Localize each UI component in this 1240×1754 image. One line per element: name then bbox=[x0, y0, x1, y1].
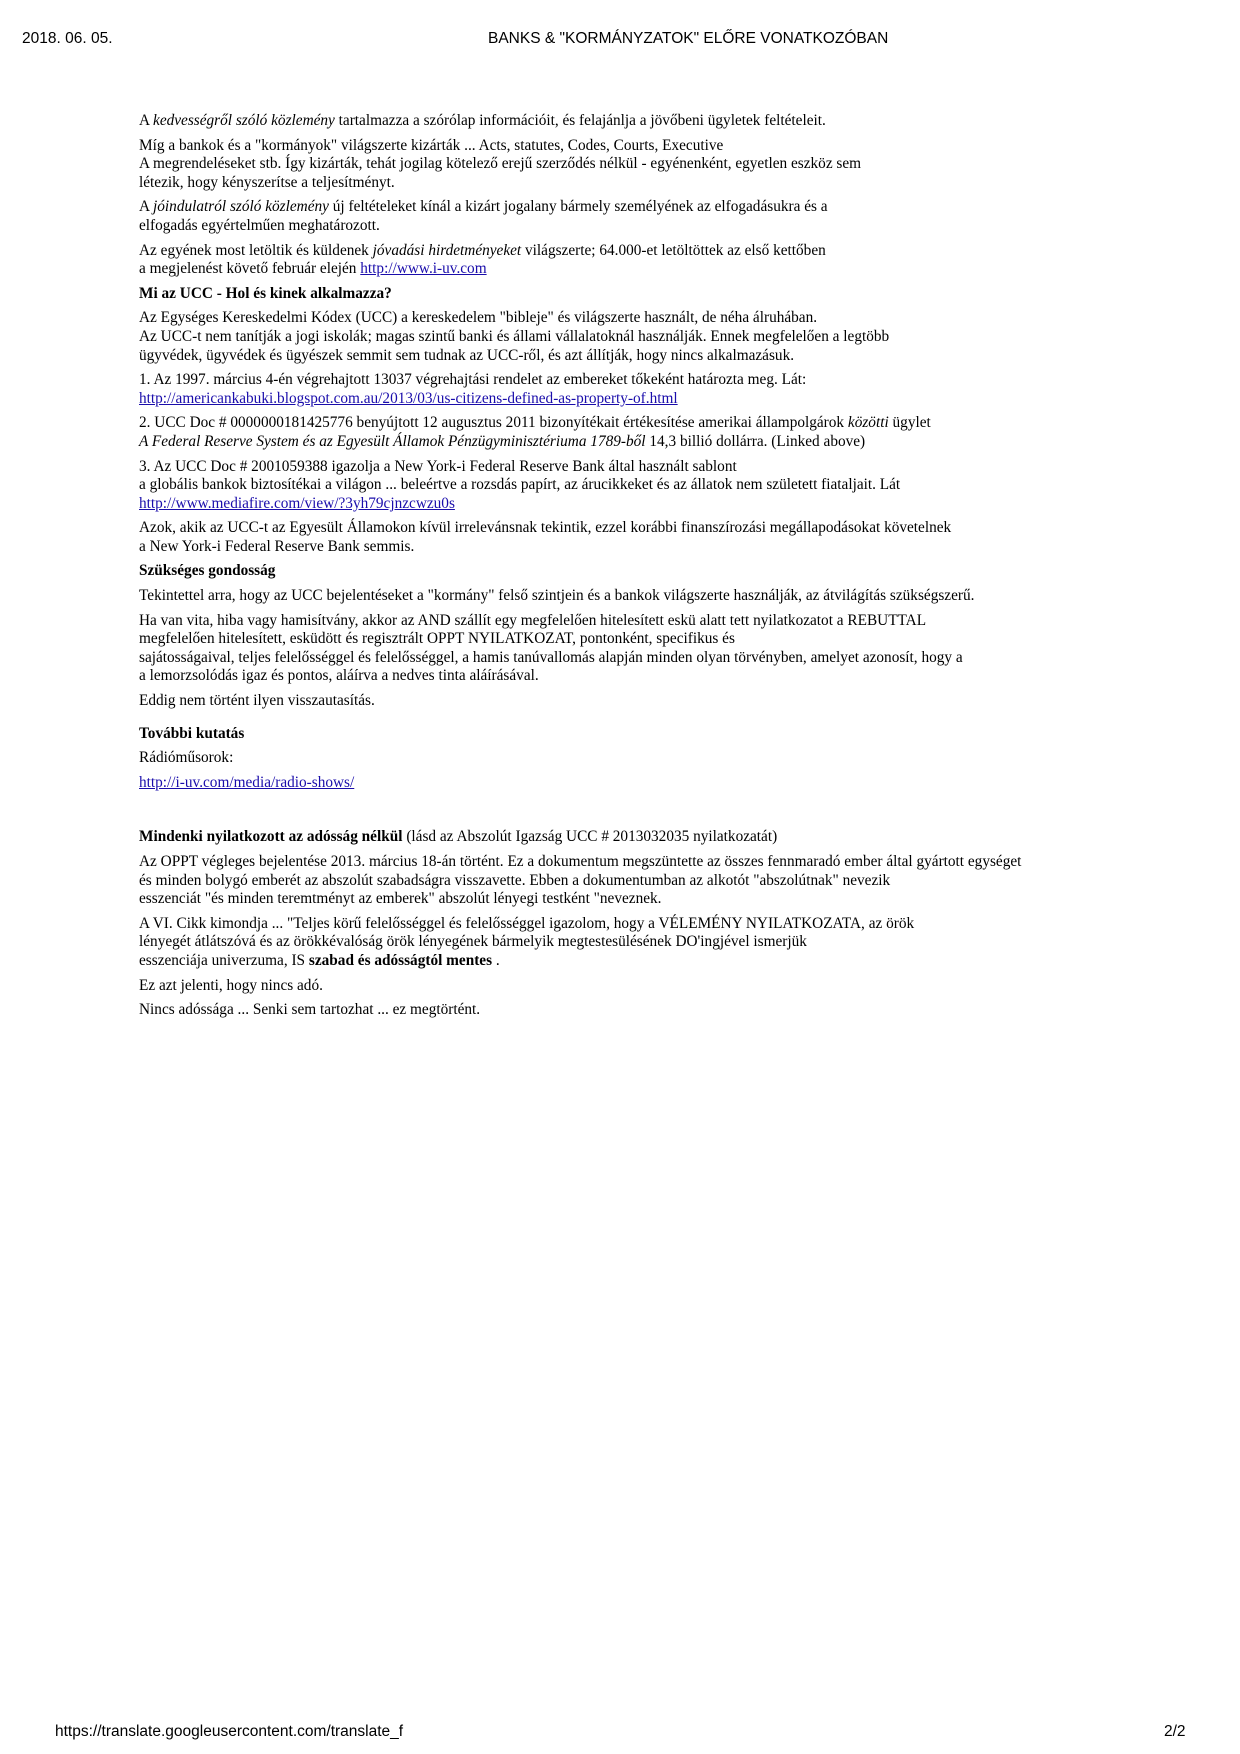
paragraph bbox=[139, 828, 1139, 847]
text: Míg a bankok és a "kormányok" világszerte kizárták ... Acts, statutes, Codes, Courts, Executive bbox=[139, 136, 724, 154]
text: 14,3 billió dollárra. (Linked above) bbox=[645, 432, 866, 450]
text: lényegét átlátszóvá és az örökkévalóság örök lényegének bármelyik megtestesülésének DO'ingjével ismerjük bbox=[139, 933, 807, 951]
paragraph: Eddig nem történt ilyen visszautasítás. bbox=[139, 692, 375, 710]
section-heading: Mi az UCC - Hol és kinek alkalmazza? bbox=[139, 284, 392, 302]
paragraph bbox=[139, 414, 1139, 451]
section-heading: Szükséges gondosság bbox=[139, 562, 276, 580]
link-mediafire[interactable]: http://www.mediafire.com/view/?3yh79cjnzcwzu0s bbox=[139, 494, 455, 512]
italic-text: jóvadási hirdetményeket bbox=[372, 241, 522, 259]
text: ügyvédek, ügyvédek és ügyészek semmit sem tudnak az UCC-ről, és azt állítják, hogy nincs alkalmazásuk. bbox=[139, 346, 795, 364]
paragraph bbox=[139, 612, 1139, 686]
text: 1. Az 1997. március 4-én végrehajtott 13037 végrehajtási rendelet az embereket tőkeként határozta meg. Lát: bbox=[139, 371, 807, 389]
text: esszenciát "és minden teremtményt az emberek" abszolút lényegi testként "neveznek. bbox=[139, 890, 662, 908]
paragraph bbox=[139, 309, 1139, 365]
bold-text: szabad és adósságtól mentes bbox=[308, 951, 493, 969]
bold-text: Mindenki nyilatkozott az adósság nélkül bbox=[139, 828, 403, 846]
text: a New York-i Federal Reserve Bank semmis. bbox=[139, 537, 415, 555]
section-heading: További kutatás bbox=[139, 724, 245, 742]
italic-text: közötti bbox=[847, 414, 889, 432]
paragraph: Rádióműsorok: bbox=[139, 749, 234, 767]
text: Az OPPT végleges bejelentése 2013. március 18-án történt. Ez a dokumentum megszüntette az összes fennmaradó ember által gyártott egységet bbox=[139, 853, 1022, 870]
italic-text: A Federal Reserve System és az Egyesült Államok Pénzügyminisztériuma 1789-ből bbox=[139, 432, 646, 450]
paragraph bbox=[139, 458, 1139, 514]
header-title: BANKS & "KORMÁNYZATOK" ELŐRE VONATKOZÓBAN bbox=[488, 30, 889, 47]
link-i-uv[interactable]: http://www.i-uv.com bbox=[360, 260, 487, 278]
text: Az Egységes Kereskedelmi Kódex (UCC) a kereskedelem "bibleje" és világszerte használt, de néha álruhában. bbox=[139, 309, 818, 327]
paragraph: Ez azt jelenti, hogy nincs adó. bbox=[139, 976, 323, 994]
text: a lemorzsolódás igaz és pontos, aláírva a nedves tinta aláírásával. bbox=[139, 667, 539, 685]
footer-page-number: 2/2 bbox=[1164, 1723, 1186, 1740]
text: Azok, akik az UCC-t az Egyesült Államokon kívül irrelevánsnak tekintik, ezzel korábbi finanszírozási megállapodásokat követelnek bbox=[139, 519, 952, 537]
text: 2. UCC Doc # 0000000181425776 benyújtott 12 augusztus 2011 bizonyítékait értékesítése amerikai állampolgárok bbox=[139, 414, 848, 432]
paragraph bbox=[139, 242, 1139, 279]
text: ügylet bbox=[888, 414, 931, 432]
italic-text: kedvességről szóló közlemény bbox=[153, 112, 335, 129]
paragraph: Nincs adóssága ... Senki sem tartozhat ... ez megtörtént. bbox=[139, 1001, 481, 1019]
text: Az UCC-t nem tanítják a jogi iskolák; magas szintű banki és állami vállalatoknál használják. Ennek megfelelően a legtöbb bbox=[139, 327, 890, 345]
text: A bbox=[139, 112, 154, 129]
text: . bbox=[492, 951, 500, 969]
text: sajátosságaival, teljes felelősséggel és felelősséggel, a hamis tanúvallomás alapján minden olyan törvényben, amelyet azonosít, hogy a bbox=[139, 648, 963, 666]
text: esszenciája univerzuma, IS bbox=[139, 951, 309, 969]
text: világszerte; 64.000-et letöltöttek az első kettőben bbox=[521, 241, 826, 259]
text: 3. Az UCC Doc # 2001059388 igazolja a New York-i Federal Reserve Bank által használt sablont bbox=[139, 457, 737, 475]
text: új feltételeket kínál a kizárt jogalany bármely személyének az elfogadásukra és a bbox=[328, 198, 828, 216]
text: és minden bolygó emberét az abszolút szabadságra visszavette. Ebben a dokumentumban az alkotót "abszolútnak" nevezik bbox=[139, 871, 891, 889]
text: A bbox=[139, 198, 154, 216]
text: A megrendeléseket stb. Így kizárták, tehát jogilag kötelező erejű szerződés nélkül - egyénenként, egyetlen eszköz sem bbox=[139, 155, 862, 173]
text: a globális bankok biztosítékai a világon ... beleértve a rozsdás papírt, az árucikkeket és az állatok nem született fiataljait. Lát bbox=[139, 476, 901, 494]
paragraph: Tekintettel arra, hogy az UCC bejelentéseket a "kormány" felső szintjein és a bankok világszerte használják, az átvilágítás szükségszerű. bbox=[139, 587, 975, 605]
document-body bbox=[139, 112, 1139, 1026]
header-date: 2018. 06. 05. bbox=[22, 30, 113, 47]
text: (lásd az Abszolút Igazság UCC # 2013032035 nyilatkozatát) bbox=[402, 828, 778, 846]
text: tartalmazza a szórólap információit, és felajánlja a jövőbeni ügyletek feltételeit. bbox=[334, 112, 826, 129]
footer-url: https://translate.googleusercontent.com/translate_f bbox=[55, 1723, 404, 1740]
paragraph bbox=[139, 915, 1139, 971]
paragraph bbox=[139, 519, 1139, 556]
text: a megjelenést követő február elején bbox=[139, 260, 361, 278]
link-americankabuki[interactable]: http://americankabuki.blogspot.com.au/2013/03/us-citizens-defined-as-property-of.html bbox=[139, 389, 678, 407]
text: elfogadás egyértelműen meghatározott. bbox=[139, 216, 380, 234]
link-radio-shows[interactable]: http://i-uv.com/media/radio-shows/ bbox=[139, 773, 355, 791]
paragraph bbox=[139, 774, 1139, 793]
paragraph bbox=[139, 112, 1139, 131]
paragraph bbox=[139, 137, 1139, 193]
paragraph bbox=[139, 198, 1139, 235]
text: létezik, hogy kényszerítse a teljesítményt. bbox=[139, 173, 395, 191]
text: Az egyének most letöltik és küldenek bbox=[139, 241, 373, 259]
text: megfelelően hitelesített, esküdött és regisztrált OPPT NYILATKOZAT, pontonként, specifikus és bbox=[139, 630, 735, 648]
text: A VI. Cikk kimondja ... "Teljes körű felelősséggel és felelősséggel igazolom, hogy a VÉLEMÉNY NYILATKOZATA, az örök bbox=[139, 914, 915, 932]
paragraph bbox=[139, 853, 1139, 909]
text: Ha van vita, hiba vagy hamisítvány, akkor az AND szállít egy megfelelően hitelesített eskü alatt tett nyilatkozatot a REBUTTAL bbox=[139, 611, 927, 629]
italic-text: jóindulatról szóló közlemény bbox=[153, 198, 329, 216]
paragraph bbox=[139, 371, 1139, 408]
